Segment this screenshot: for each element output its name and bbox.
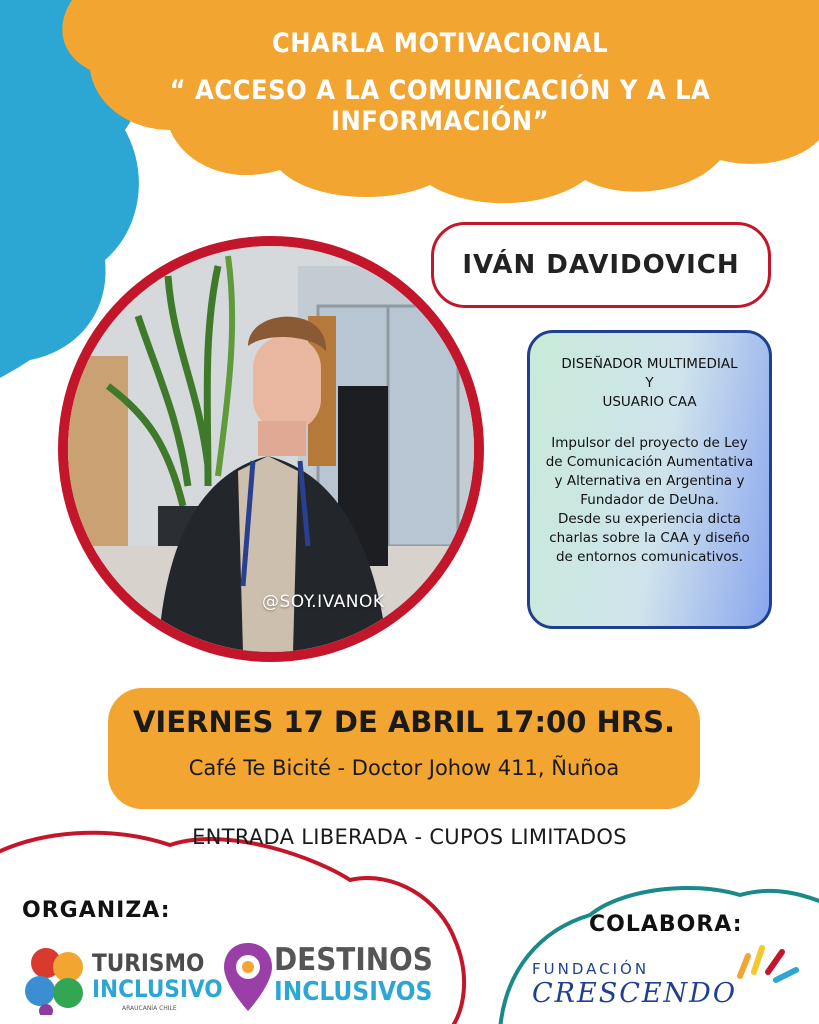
destinos-inclusivos-logo bbox=[222, 941, 433, 1013]
bio-line: charlas sobre la CAA y diseño bbox=[549, 530, 750, 546]
sunburst-icon bbox=[730, 942, 800, 992]
turismo-sub: ARAUCANÍA CHILE bbox=[122, 1005, 177, 1012]
crescendo-word: CRESCENDO bbox=[532, 978, 737, 1009]
bio-line: Impulsor del proyecto de Ley bbox=[551, 435, 748, 451]
organiza-label: ORGANIZA: bbox=[22, 898, 171, 923]
turismo-inclusivo-icon bbox=[24, 945, 90, 1015]
bio-line: de Comunicación Aumentativa bbox=[545, 454, 754, 470]
event-date-box bbox=[108, 688, 700, 809]
fundacion-word: FUNDACIÓN bbox=[532, 960, 650, 978]
event-date-time: VIERNES 17 DE ABRIL 17:00 HRS. bbox=[132, 705, 676, 739]
turismo-inclusivo-logo bbox=[24, 945, 223, 1017]
event-venue: Café Te Bicité - Doctor Johow 411, Ñuñoa bbox=[188, 756, 620, 780]
speaker-bio bbox=[540, 434, 759, 567]
entry-note: ENTRADA LIBERADA - CUPOS LIMITADOS bbox=[192, 825, 627, 849]
bio-line: Desde su experiencia dicta bbox=[558, 511, 741, 527]
inclusivo-word: INCLUSIVO bbox=[92, 975, 223, 1003]
bio-line: de entornos comunicativos. bbox=[555, 549, 744, 565]
role-line-3: USUARIO CAA bbox=[602, 394, 697, 410]
speaker-info-card bbox=[527, 330, 772, 629]
role-line-1: DISEÑADOR MULTIMEDIAL bbox=[561, 356, 738, 372]
bio-line: Fundador de DeUna. bbox=[580, 492, 719, 508]
turismo-word: TURISMO bbox=[92, 949, 205, 977]
fundacion-crescendo-logo bbox=[532, 938, 802, 1010]
location-pin-icon bbox=[222, 941, 274, 1013]
event-subtitle: “ ACCESO A LA COMUNICACIÓN Y A LA INFORMACIÓN” bbox=[169, 75, 711, 137]
role-line-2: Y bbox=[645, 375, 654, 391]
event-title: CHARLA MOTIVACIONAL bbox=[271, 28, 609, 59]
destinos-word: DESTINOS bbox=[274, 942, 433, 978]
bio-line: y Alternativa en Argentina y bbox=[554, 473, 745, 489]
inclusivos-word: INCLUSIVOS bbox=[274, 977, 433, 1007]
colabora-label: COLABORA: bbox=[589, 912, 743, 937]
social-handle: @SOY.IVANOK bbox=[262, 592, 385, 612]
speaker-name: IVÁN DAVIDOVICH bbox=[431, 222, 771, 308]
